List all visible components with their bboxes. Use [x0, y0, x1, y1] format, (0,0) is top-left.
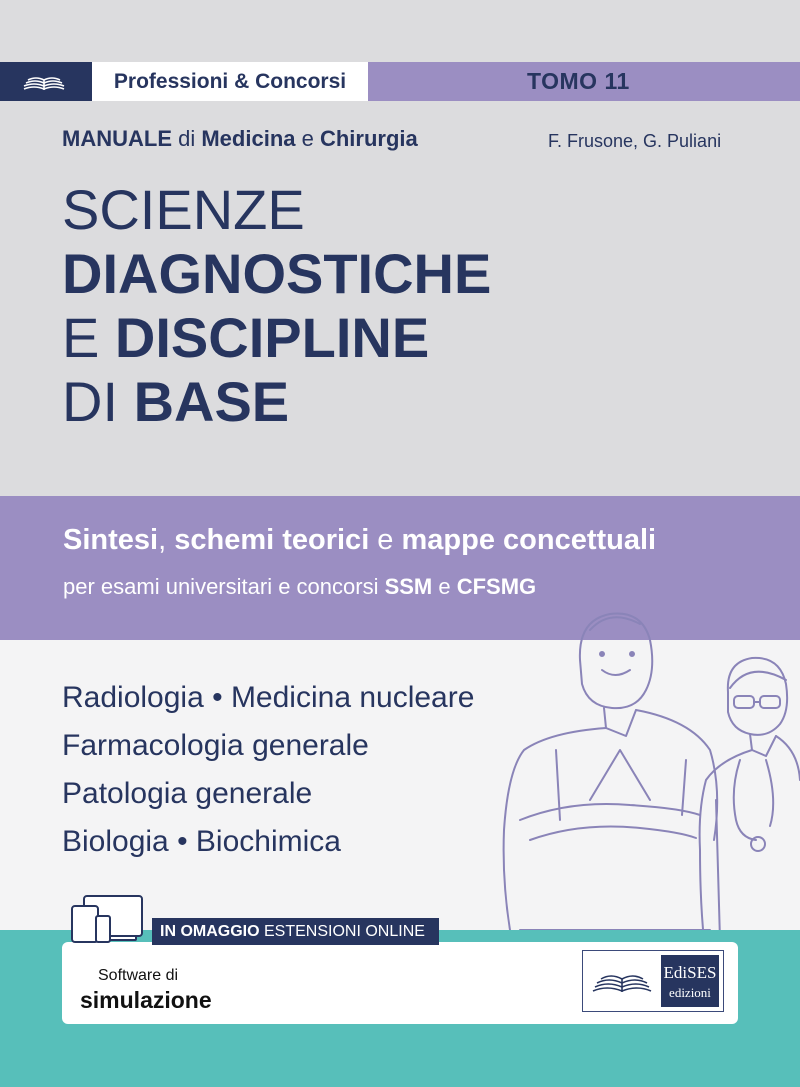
subtitle-sub-and: e	[432, 574, 457, 599]
subtitle-sub	[63, 574, 536, 600]
title-line-4-light: DI	[62, 370, 134, 433]
title-line-2-bold: DIAGNOSTICHE	[62, 242, 492, 305]
manual-chirurgia: Chirurgia	[319, 126, 418, 151]
manual-word: MANUALE	[62, 126, 172, 151]
manual-connector-2: e	[295, 126, 320, 151]
manual-line	[62, 126, 418, 152]
subtitle-schemi: schemi teorici	[174, 524, 370, 556]
title-line-2	[62, 242, 491, 306]
title-line-1: SCIENZE	[62, 178, 305, 241]
publisher-name-box	[661, 955, 719, 1007]
subtitle-mappe: mappe concettuali	[401, 524, 657, 556]
title-line-3-bold: DISCIPLINE	[114, 306, 430, 369]
topics-list	[62, 674, 474, 866]
publisher-name: EdiSES	[663, 963, 717, 982]
topic-item: Patologia generale	[62, 777, 313, 810]
publisher-logo	[582, 950, 724, 1012]
title-line-3-light: E	[62, 306, 115, 369]
doctors-illustration	[460, 600, 800, 950]
topic-item: Farmacologia generale	[62, 729, 369, 762]
series-name: Professioni & Concorsi	[92, 62, 368, 101]
subtitle-ssm: SSM	[384, 574, 433, 599]
subtitle-cfsmg: CFSMG	[456, 574, 537, 599]
book-title	[62, 178, 491, 434]
title-line-3	[62, 306, 491, 370]
subtitle-main	[63, 524, 656, 557]
publisher-sub: edizioni	[669, 985, 711, 1000]
manual-medicina: Medicina	[201, 126, 296, 151]
bonus-label-bold: IN OMAGGIO	[160, 923, 260, 940]
devices-icon	[62, 892, 150, 948]
subtitle-sub-text: per esami universitari e concorsi	[63, 574, 385, 599]
manual-connector: di	[172, 126, 202, 151]
title-line-4	[62, 370, 491, 434]
subtitle-sintesi: Sintesi	[63, 524, 159, 556]
subtitle-comma: ,	[158, 524, 175, 556]
title-line-4-bold: BASE	[133, 370, 290, 433]
topic-item: Radiologia • Medicina nucleare	[62, 681, 475, 714]
subtitle-and: e	[369, 524, 402, 556]
open-book-publisher-icon	[587, 961, 657, 1001]
open-book-logo-icon	[0, 62, 92, 101]
topic-item: Biologia • Biochimica	[62, 825, 341, 858]
software-line-2: simulazione	[80, 987, 212, 1013]
bonus-label-rest: ESTENSIONI ONLINE	[259, 923, 425, 940]
series-logo	[0, 62, 92, 101]
authors: F. Frusone, G. Puliani	[548, 131, 722, 151]
volume-label: TOMO 11	[527, 68, 630, 94]
software-line-1: Software di	[98, 967, 179, 984]
bonus-label	[152, 918, 439, 945]
